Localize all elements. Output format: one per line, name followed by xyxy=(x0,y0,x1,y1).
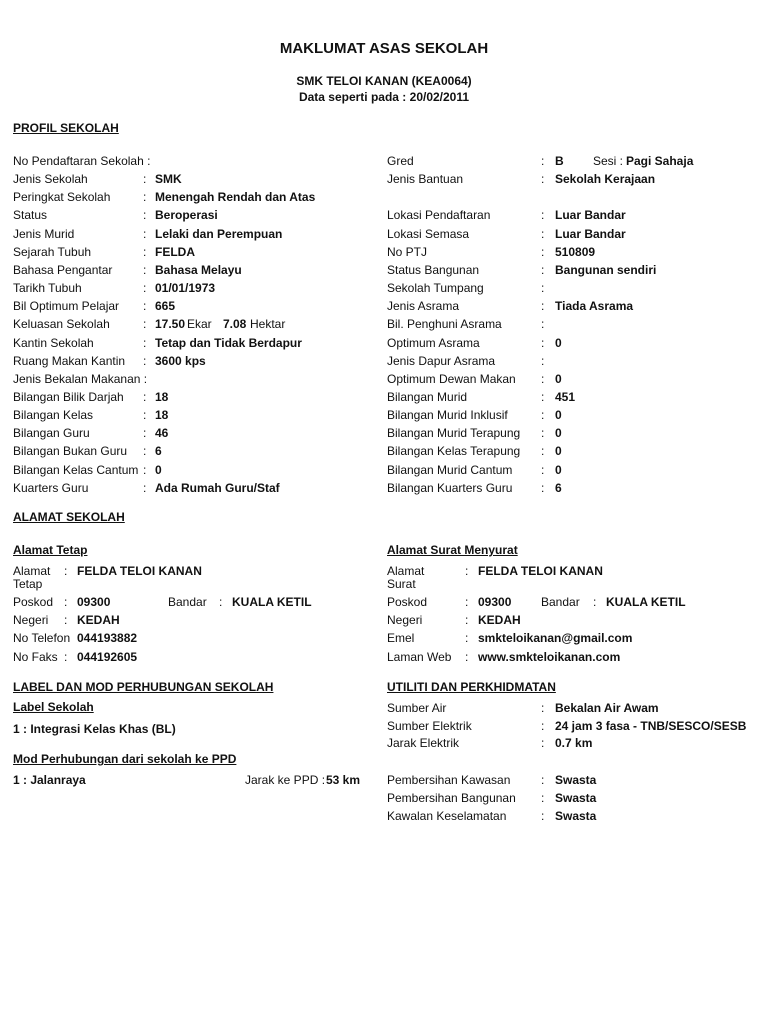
colon: : xyxy=(541,281,545,295)
alamat-tetap-heading: Alamat Tetap xyxy=(13,543,88,557)
profil-value: Tiada Asrama xyxy=(555,299,634,313)
profil-value: FELDA xyxy=(155,245,195,259)
telefon-value: 044193882 xyxy=(77,631,138,645)
profil-value: B xyxy=(555,154,564,168)
profil-value: 451 xyxy=(555,390,576,404)
colon: : xyxy=(541,701,545,715)
profil-label: Bilangan Kelas Terapung xyxy=(387,444,521,458)
colon: : xyxy=(143,444,147,458)
data-date: Data seperti pada : 20/02/2011 xyxy=(298,90,470,104)
colon: : xyxy=(143,281,147,295)
profil-label: Lokasi Pendaftaran xyxy=(387,208,491,222)
bandar-surat-value: KUALA KETIL xyxy=(606,595,686,609)
colon: : xyxy=(541,208,545,222)
profil-value-2: 7.08 xyxy=(223,317,247,331)
mod-heading: Mod Perhubungan dari sekolah ke PPD xyxy=(13,752,237,766)
colon: : xyxy=(64,564,68,578)
profil-value: 510809 xyxy=(555,245,596,259)
profil-label: Bilangan Murid Inklusif xyxy=(387,408,508,422)
negeri-tetap-value: KEDAH xyxy=(77,613,120,627)
colon: : xyxy=(143,426,147,440)
colon: : xyxy=(541,263,545,277)
profil-value: 665 xyxy=(155,299,176,313)
profil-label: No Pendaftaran Sekolah : xyxy=(13,154,151,168)
poskod-surat-label: Poskod xyxy=(387,595,428,609)
utiliti-label: Pembersihan Bangunan xyxy=(387,791,516,805)
profil-label: Tarikh Tubuh xyxy=(13,281,82,295)
label-sekolah-heading: Label Sekolah xyxy=(13,700,94,714)
bandar-tetap-label: Bandar xyxy=(168,595,207,609)
colon: : xyxy=(541,227,545,241)
school-name: SMK TELOI KANAN (KEA0064) xyxy=(296,74,472,88)
profil-value: 46 xyxy=(155,426,169,440)
colon: : xyxy=(64,613,68,627)
utiliti-value: 0.7 km xyxy=(555,736,593,750)
colon: : xyxy=(465,650,469,664)
colon: : xyxy=(541,463,545,477)
section-utiliti-heading: UTILITI DAN PERKHIDMATAN xyxy=(387,680,556,694)
profil-label: Bilangan Kelas Cantum xyxy=(13,463,139,477)
profil-value: Luar Bandar xyxy=(555,208,626,222)
poskod-surat-value: 09300 xyxy=(478,595,512,609)
colon: : xyxy=(143,463,147,477)
colon: : xyxy=(541,390,545,404)
profil-value: 18 xyxy=(155,408,169,422)
page-title: MAKLUMAT ASAS SEKOLAH xyxy=(279,40,489,57)
colon: : xyxy=(465,595,469,609)
profil-label: Jenis Bantuan xyxy=(387,172,464,186)
colon: : xyxy=(541,408,545,422)
colon: : xyxy=(465,613,469,627)
profil-value: 0 xyxy=(555,444,562,458)
mod-value: 1 : Jalanraya xyxy=(13,773,86,787)
unit-ekar: Ekar xyxy=(187,317,212,331)
profil-label: Lokasi Semasa xyxy=(387,227,470,241)
colon: : xyxy=(541,245,545,259)
profil-value: 0 xyxy=(555,336,562,350)
profil-value: 6 xyxy=(555,481,562,495)
profil-label: Bilangan Bilik Darjah xyxy=(13,390,124,404)
profil-label: Jenis Bekalan Makanan : xyxy=(13,372,148,386)
colon: : xyxy=(143,317,147,331)
profil-label: Status Bangunan xyxy=(387,263,480,277)
profil-value: 17.50 xyxy=(155,317,186,331)
colon: : xyxy=(143,263,147,277)
utiliti-label: Sumber Air xyxy=(387,701,447,715)
colon: : xyxy=(541,481,545,495)
profil-value: Lelaki dan Perempuan xyxy=(155,227,283,241)
negeri-surat-label: Negeri xyxy=(387,613,423,627)
profil-value: Tetap dan Tidak Berdapur xyxy=(155,336,302,350)
colon: : xyxy=(143,408,147,422)
colon: : xyxy=(541,809,545,823)
emel-value[interactable]: smkteloikanan@gmail.com xyxy=(478,631,633,645)
alamat-tetap-label: Alamat xyxy=(13,564,51,578)
profil-value: 18 xyxy=(155,390,169,404)
negeri-surat-value: KEDAH xyxy=(478,613,521,627)
profil-label: Kantin Sekolah xyxy=(13,336,94,350)
faks-value: 044192605 xyxy=(77,650,138,664)
profil-value: 3600 kps xyxy=(155,354,206,368)
profil-value: Beroperasi xyxy=(155,208,218,222)
profil-label: Peringkat Sekolah xyxy=(13,190,111,204)
web-label: Laman Web xyxy=(387,650,452,664)
colon: : xyxy=(143,172,147,186)
profil-value: Bahasa Melayu xyxy=(155,263,242,277)
unit-hektar: Hektar xyxy=(250,317,286,331)
colon: : xyxy=(64,650,68,664)
jarak-ppd-value: 53 km xyxy=(326,773,361,787)
profil-value: 0 xyxy=(155,463,162,477)
sesi-value: Pagi Sahaja xyxy=(626,154,694,168)
profil-label: Jenis Murid xyxy=(13,227,75,241)
profil-label: Bilangan Kuarters Guru xyxy=(387,481,513,495)
profil-label: Optimum Dewan Makan xyxy=(387,372,516,386)
bandar-surat-label: Bandar xyxy=(541,595,580,609)
profil-value: 0 xyxy=(555,372,562,386)
profil-label: Bil. Penghuni Asrama xyxy=(387,317,502,331)
profil-value: SMK xyxy=(155,172,182,186)
colon: : xyxy=(143,208,147,222)
utiliti-value: Swasta xyxy=(555,773,597,787)
colon: : xyxy=(541,154,545,168)
colon: : xyxy=(541,336,545,350)
profil-label: Bilangan Guru xyxy=(13,426,90,440)
profil-value: 01/01/1973 xyxy=(155,281,216,295)
colon: : xyxy=(143,481,147,495)
profil-label: Kuarters Guru xyxy=(13,481,89,495)
poskod-tetap-value: 09300 xyxy=(77,595,111,609)
colon: : xyxy=(541,736,545,750)
colon: : xyxy=(541,426,545,440)
colon: : xyxy=(541,791,545,805)
colon: : xyxy=(143,227,147,241)
sesi-label: Sesi : xyxy=(593,154,624,168)
profil-label: Bilangan Bukan Guru xyxy=(13,444,128,458)
section-profil-heading: PROFIL SEKOLAH xyxy=(13,121,119,135)
utiliti-label: Kawalan Keselamatan xyxy=(387,809,507,823)
telefon-label: No Telefon xyxy=(13,631,71,645)
profil-value: Luar Bandar xyxy=(555,227,626,241)
colon: : xyxy=(541,372,545,386)
profil-label: Jenis Asrama xyxy=(387,299,460,313)
colon: : xyxy=(541,354,545,368)
profil-value: 0 xyxy=(555,426,562,440)
profil-label: Bilangan Kelas xyxy=(13,408,94,422)
alamat-surat-label2: Surat xyxy=(387,577,416,591)
utiliti-value: 24 jam 3 fasa - TNB/SESCO/SESB xyxy=(555,719,747,733)
negeri-tetap-label: Negeri xyxy=(13,613,49,627)
utiliti-label: Pembersihan Kawasan xyxy=(387,773,511,787)
bandar-tetap-value: KUALA KETIL xyxy=(232,595,312,609)
alamat-surat-heading: Alamat Surat Menyurat xyxy=(387,543,518,557)
utiliti-label: Jarak Elektrik xyxy=(387,736,460,750)
profil-label: Jenis Sekolah xyxy=(13,172,88,186)
poskod-tetap-label: Poskod xyxy=(13,595,54,609)
colon: : xyxy=(541,299,545,313)
colon: : xyxy=(64,595,68,609)
alamat-surat-label: Alamat xyxy=(387,564,425,578)
colon: : xyxy=(541,773,545,787)
colon: : xyxy=(465,564,469,578)
faks-label: No Faks xyxy=(13,650,58,664)
colon: : xyxy=(143,190,147,204)
utiliti-value: Swasta xyxy=(555,809,597,823)
profil-label: Keluasan Sekolah xyxy=(13,317,110,331)
colon: : xyxy=(143,299,147,313)
colon: : xyxy=(219,595,223,609)
profil-value: 0 xyxy=(555,463,562,477)
profil-label: Gred xyxy=(387,154,414,168)
profil-value: 6 xyxy=(155,444,162,458)
utiliti-value: Bekalan Air Awam xyxy=(555,701,659,715)
colon: : xyxy=(541,444,545,458)
profil-label: Ruang Makan Kantin xyxy=(13,354,126,368)
colon: : xyxy=(143,245,147,259)
profil-label: No PTJ xyxy=(387,245,428,259)
section-alamat-heading: ALAMAT SEKOLAH xyxy=(13,510,125,524)
utiliti-value: Swasta xyxy=(555,791,597,805)
section-label-mod-heading: LABEL DAN MOD PERHUBUNGAN SEKOLAH xyxy=(13,680,274,694)
profil-value: 0 xyxy=(555,408,562,422)
profil-label: Bahasa Pengantar xyxy=(13,263,113,277)
alamat-surat-value: FELDA TELOI KANAN xyxy=(478,564,603,578)
colon: : xyxy=(143,390,147,404)
profil-label: Bilangan Murid xyxy=(387,390,468,404)
colon: : xyxy=(541,719,545,733)
colon: : xyxy=(593,595,597,609)
profil-label: Bilangan Murid Terapung xyxy=(387,426,521,440)
utiliti-label: Sumber Elektrik xyxy=(387,719,472,733)
profil-label: Status xyxy=(13,208,48,222)
colon: : xyxy=(465,631,469,645)
profil-label: Sejarah Tubuh xyxy=(13,245,92,259)
profil-label: Bilangan Murid Cantum xyxy=(387,463,513,477)
colon: : xyxy=(143,336,147,350)
colon: : xyxy=(541,172,545,186)
profil-value: Menengah Rendah dan Atas xyxy=(155,190,316,204)
profil-value: Sekolah Kerajaan xyxy=(555,172,656,186)
profil-label: Sekolah Tumpang xyxy=(387,281,484,295)
profil-label: Jenis Dapur Asrama xyxy=(387,354,496,368)
jarak-ppd-label: Jarak ke PPD : xyxy=(245,773,326,787)
profil-label: Bil Optimum Pelajar xyxy=(13,299,120,313)
profil-value: Bangunan sendiri xyxy=(555,263,657,277)
web-value[interactable]: www.smkteloikanan.com xyxy=(478,650,621,664)
alamat-tetap-label2: Tetap xyxy=(13,577,43,591)
profil-value: Ada Rumah Guru/Staf xyxy=(155,481,280,495)
label-sekolah-value: 1 : Integrasi Kelas Khas (BL) xyxy=(13,722,176,736)
colon: : xyxy=(143,354,147,368)
alamat-tetap-value: FELDA TELOI KANAN xyxy=(77,564,202,578)
colon: : xyxy=(541,317,545,331)
emel-label: Emel xyxy=(387,631,415,645)
profil-label: Optimum Asrama xyxy=(387,336,480,350)
